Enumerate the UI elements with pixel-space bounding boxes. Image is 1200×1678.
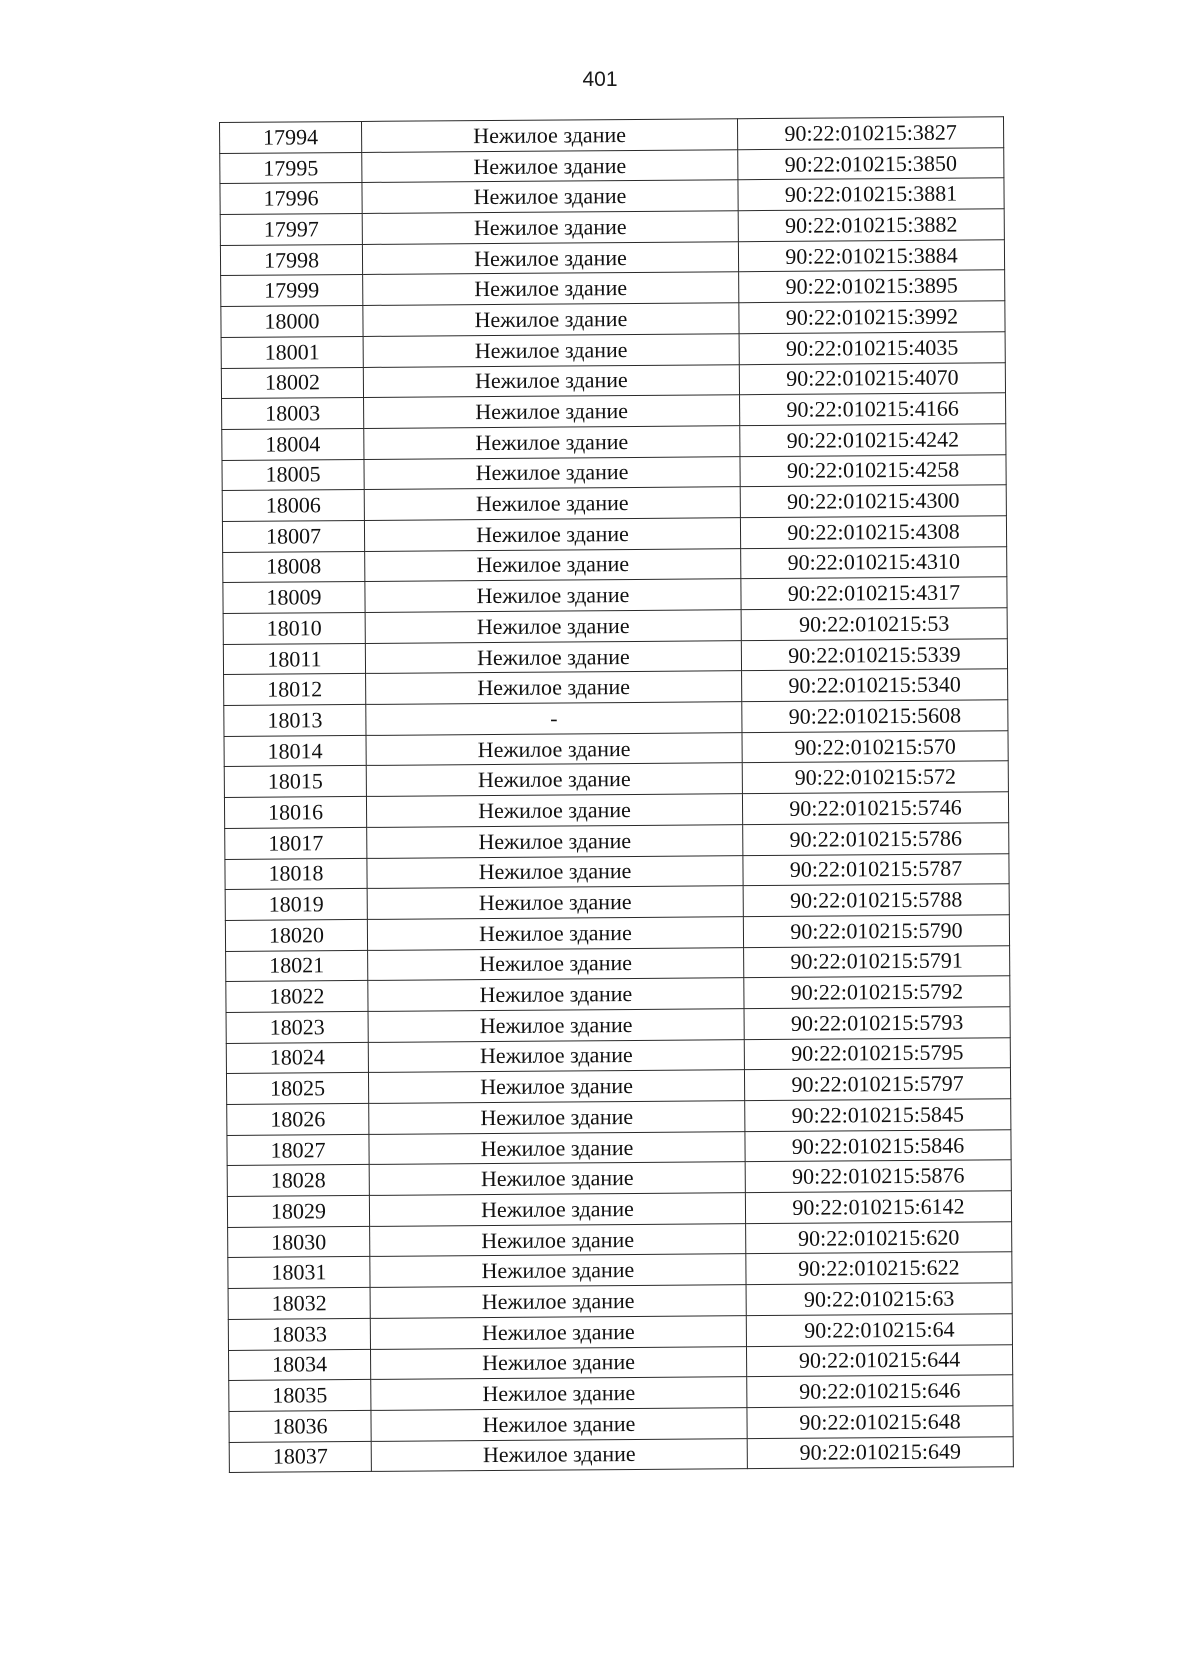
cadastral-number-cell: 90:22:010215:620 [746, 1221, 1012, 1254]
object-name-cell: Нежилое здание [365, 640, 741, 673]
object-name-cell: Нежилое здание [368, 947, 744, 980]
row-number-cell: 18006 [222, 490, 364, 522]
cadastral-number-cell: 90:22:010215:5795 [744, 1037, 1010, 1070]
row-number-cell: 18017 [225, 827, 367, 859]
row-number-cell: 18007 [222, 520, 364, 552]
row-number-cell: 18029 [227, 1195, 369, 1227]
cadastral-number-cell: 90:22:010215:4258 [740, 454, 1006, 487]
object-name-cell: Нежилое здание [366, 763, 742, 796]
object-name-cell: Нежилое здание [368, 978, 744, 1011]
row-number-cell: 18012 [224, 674, 366, 706]
row-number-cell: 18030 [228, 1226, 370, 1258]
cadastral-number-cell: 90:22:010215:646 [747, 1375, 1013, 1408]
property-registry-table [219, 116, 1014, 1473]
row-number-cell: 18027 [227, 1134, 369, 1166]
cadastral-number-cell: 90:22:010215:649 [747, 1436, 1013, 1469]
cadastral-number-cell: 90:22:010215:53 [741, 608, 1007, 641]
object-name-cell: Нежилое здание [362, 149, 738, 182]
object-name-cell: Нежилое здание [361, 119, 737, 152]
row-number-cell: 17996 [220, 183, 362, 215]
cadastral-number-cell: 90:22:010215:3850 [738, 147, 1004, 180]
object-name-cell: Нежилое здание [362, 241, 738, 274]
object-name-cell: Нежилое здание [367, 917, 743, 950]
table-row [229, 1436, 1013, 1472]
cadastral-number-cell: 90:22:010215:5791 [744, 945, 1010, 978]
row-number-cell: 18037 [229, 1441, 371, 1473]
cadastral-number-cell: 90:22:010215:570 [742, 730, 1008, 763]
cadastral-number-cell: 90:22:010215:3882 [738, 209, 1004, 242]
object-name-cell: Нежилое здание [367, 824, 743, 857]
cadastral-number-cell: 90:22:010215:6142 [745, 1191, 1011, 1224]
row-number-cell: 18032 [228, 1288, 370, 1320]
object-name-cell: Нежилое здание [364, 426, 740, 459]
row-number-cell: 18024 [226, 1042, 368, 1074]
row-number-cell: 18019 [225, 889, 367, 921]
cadastral-number-cell: 90:22:010215:5790 [743, 915, 1009, 948]
row-number-cell: 18014 [224, 735, 366, 767]
object-name-cell: - [366, 702, 742, 735]
object-name-cell: Нежилое здание [371, 1438, 747, 1471]
cadastral-number-cell: 90:22:010215:5846 [745, 1129, 1011, 1162]
row-number-cell: 18010 [223, 612, 365, 644]
object-name-cell: Нежилое здание [364, 487, 740, 520]
row-number-cell: 18023 [226, 1011, 368, 1043]
row-number-cell: 18021 [226, 950, 368, 982]
cadastral-number-cell: 90:22:010215:5787 [743, 853, 1009, 886]
row-number-cell: 18020 [225, 919, 367, 951]
cadastral-number-cell: 90:22:010215:4242 [740, 424, 1006, 457]
object-name-cell: Нежилое здание [362, 180, 738, 213]
cadastral-number-cell: 90:22:010215:63 [746, 1283, 1012, 1316]
object-name-cell: Нежилое здание [370, 1285, 746, 1318]
cadastral-number-cell: 90:22:010215:648 [747, 1406, 1013, 1439]
cadastral-number-cell: 90:22:010215:4070 [739, 362, 1005, 395]
object-name-cell: Нежилое здание [363, 272, 739, 305]
row-number-cell: 18002 [221, 367, 363, 399]
object-name-cell: Нежилое здание [366, 732, 742, 765]
cadastral-number-cell: 90:22:010215:3884 [738, 239, 1004, 272]
object-name-cell: Нежилое здание [363, 334, 739, 367]
object-name-cell: Нежилое здание [369, 1162, 745, 1195]
row-number-cell: 18008 [223, 551, 365, 583]
cadastral-number-cell: 90:22:010215:644 [746, 1344, 1012, 1377]
cadastral-number-cell: 90:22:010215:4300 [740, 485, 1006, 518]
cadastral-number-cell: 90:22:010215:5797 [744, 1068, 1010, 1101]
cadastral-number-cell: 90:22:010215:4035 [739, 332, 1005, 365]
cadastral-number-cell: 90:22:010215:5339 [741, 638, 1007, 671]
object-name-cell: Нежилое здание [368, 1039, 744, 1072]
cadastral-number-cell: 90:22:010215:3895 [739, 270, 1005, 303]
object-name-cell: Нежилое здание [365, 579, 741, 612]
cadastral-number-cell: 90:22:010215:5845 [745, 1099, 1011, 1132]
row-number-cell: 18026 [227, 1103, 369, 1135]
row-number-cell: 18004 [222, 428, 364, 460]
cadastral-number-cell: 90:22:010215:4166 [740, 393, 1006, 426]
object-name-cell: Нежилое здание [366, 671, 742, 704]
object-name-cell: Нежилое здание [368, 1070, 744, 1103]
object-name-cell: Нежилое здание [367, 855, 743, 888]
cadastral-number-cell: 90:22:010215:4317 [741, 577, 1007, 610]
row-number-cell: 18000 [221, 306, 363, 338]
object-name-cell: Нежилое здание [365, 610, 741, 643]
cadastral-number-cell: 90:22:010215:5786 [743, 823, 1009, 856]
row-number-cell: 18016 [224, 797, 366, 829]
page-number: 401 [582, 68, 618, 91]
cadastral-number-cell: 90:22:010215:5746 [742, 792, 1008, 825]
cadastral-number-cell: 90:22:010215:4310 [741, 546, 1007, 579]
row-number-cell: 18034 [229, 1349, 371, 1381]
row-number-cell: 18015 [224, 766, 366, 798]
row-number-cell: 18036 [229, 1410, 371, 1442]
cadastral-number-cell: 90:22:010215:5793 [744, 1007, 1010, 1040]
row-number-cell: 18022 [226, 981, 368, 1013]
object-name-cell: Нежилое здание [364, 456, 740, 489]
row-number-cell: 18028 [227, 1165, 369, 1197]
cadastral-number-cell: 90:22:010215:3881 [738, 178, 1004, 211]
cadastral-number-cell: 90:22:010215:5340 [742, 669, 1008, 702]
row-number-cell: 18025 [226, 1073, 368, 1105]
row-number-cell: 18011 [223, 643, 365, 675]
row-number-cell: 17995 [220, 152, 362, 184]
row-number-cell: 18003 [222, 398, 364, 430]
object-name-cell: Нежилое здание [366, 794, 742, 827]
cadastral-number-cell: 90:22:010215:64 [746, 1314, 1012, 1347]
row-number-cell: 18018 [225, 858, 367, 890]
object-name-cell: Нежилое здание [363, 364, 739, 397]
cadastral-number-cell: 90:22:010215:5608 [742, 700, 1008, 733]
object-name-cell: Нежилое здание [365, 548, 741, 581]
row-number-cell: 18031 [228, 1257, 370, 1289]
cadastral-number-cell: 90:22:010215:4308 [740, 516, 1006, 549]
cadastral-number-cell: 90:22:010215:5792 [744, 976, 1010, 1009]
object-name-cell: Нежилое здание [370, 1223, 746, 1256]
object-name-cell: Нежилое здание [370, 1254, 746, 1287]
object-name-cell: Нежилое здание [369, 1131, 745, 1164]
object-name-cell: Нежилое здание [370, 1315, 746, 1348]
object-name-cell: Нежилое здание [363, 303, 739, 336]
cadastral-number-cell: 90:22:010215:622 [746, 1252, 1012, 1285]
object-name-cell: Нежилое здание [371, 1377, 747, 1410]
object-name-cell: Нежилое здание [364, 395, 740, 428]
cadastral-number-cell: 90:22:010215:572 [742, 761, 1008, 794]
cadastral-number-cell: 90:22:010215:3827 [737, 117, 1003, 150]
object-name-cell: Нежилое здание [367, 886, 743, 919]
table-body [220, 117, 1014, 1473]
cadastral-number-cell: 90:22:010215:5876 [745, 1160, 1011, 1193]
row-number-cell: 17994 [220, 121, 362, 153]
row-number-cell: 18035 [229, 1380, 371, 1412]
row-number-cell: 18033 [228, 1318, 370, 1350]
row-number-cell: 18013 [224, 705, 366, 737]
object-name-cell: Нежилое здание [369, 1101, 745, 1134]
object-name-cell: Нежилое здание [368, 1009, 744, 1042]
row-number-cell: 17999 [221, 275, 363, 307]
object-name-cell: Нежилое здание [370, 1346, 746, 1379]
object-name-cell: Нежилое здание [369, 1193, 745, 1226]
object-name-cell: Нежилое здание [371, 1408, 747, 1441]
row-number-cell: 18001 [221, 336, 363, 368]
row-number-cell: 17998 [220, 244, 362, 276]
cadastral-number-cell: 90:22:010215:3992 [739, 301, 1005, 334]
object-name-cell: Нежилое здание [364, 518, 740, 551]
row-number-cell: 18005 [222, 459, 364, 491]
row-number-cell: 18009 [223, 582, 365, 614]
cadastral-number-cell: 90:22:010215:5788 [743, 884, 1009, 917]
object-name-cell: Нежилое здание [362, 211, 738, 244]
row-number-cell: 17997 [220, 214, 362, 246]
